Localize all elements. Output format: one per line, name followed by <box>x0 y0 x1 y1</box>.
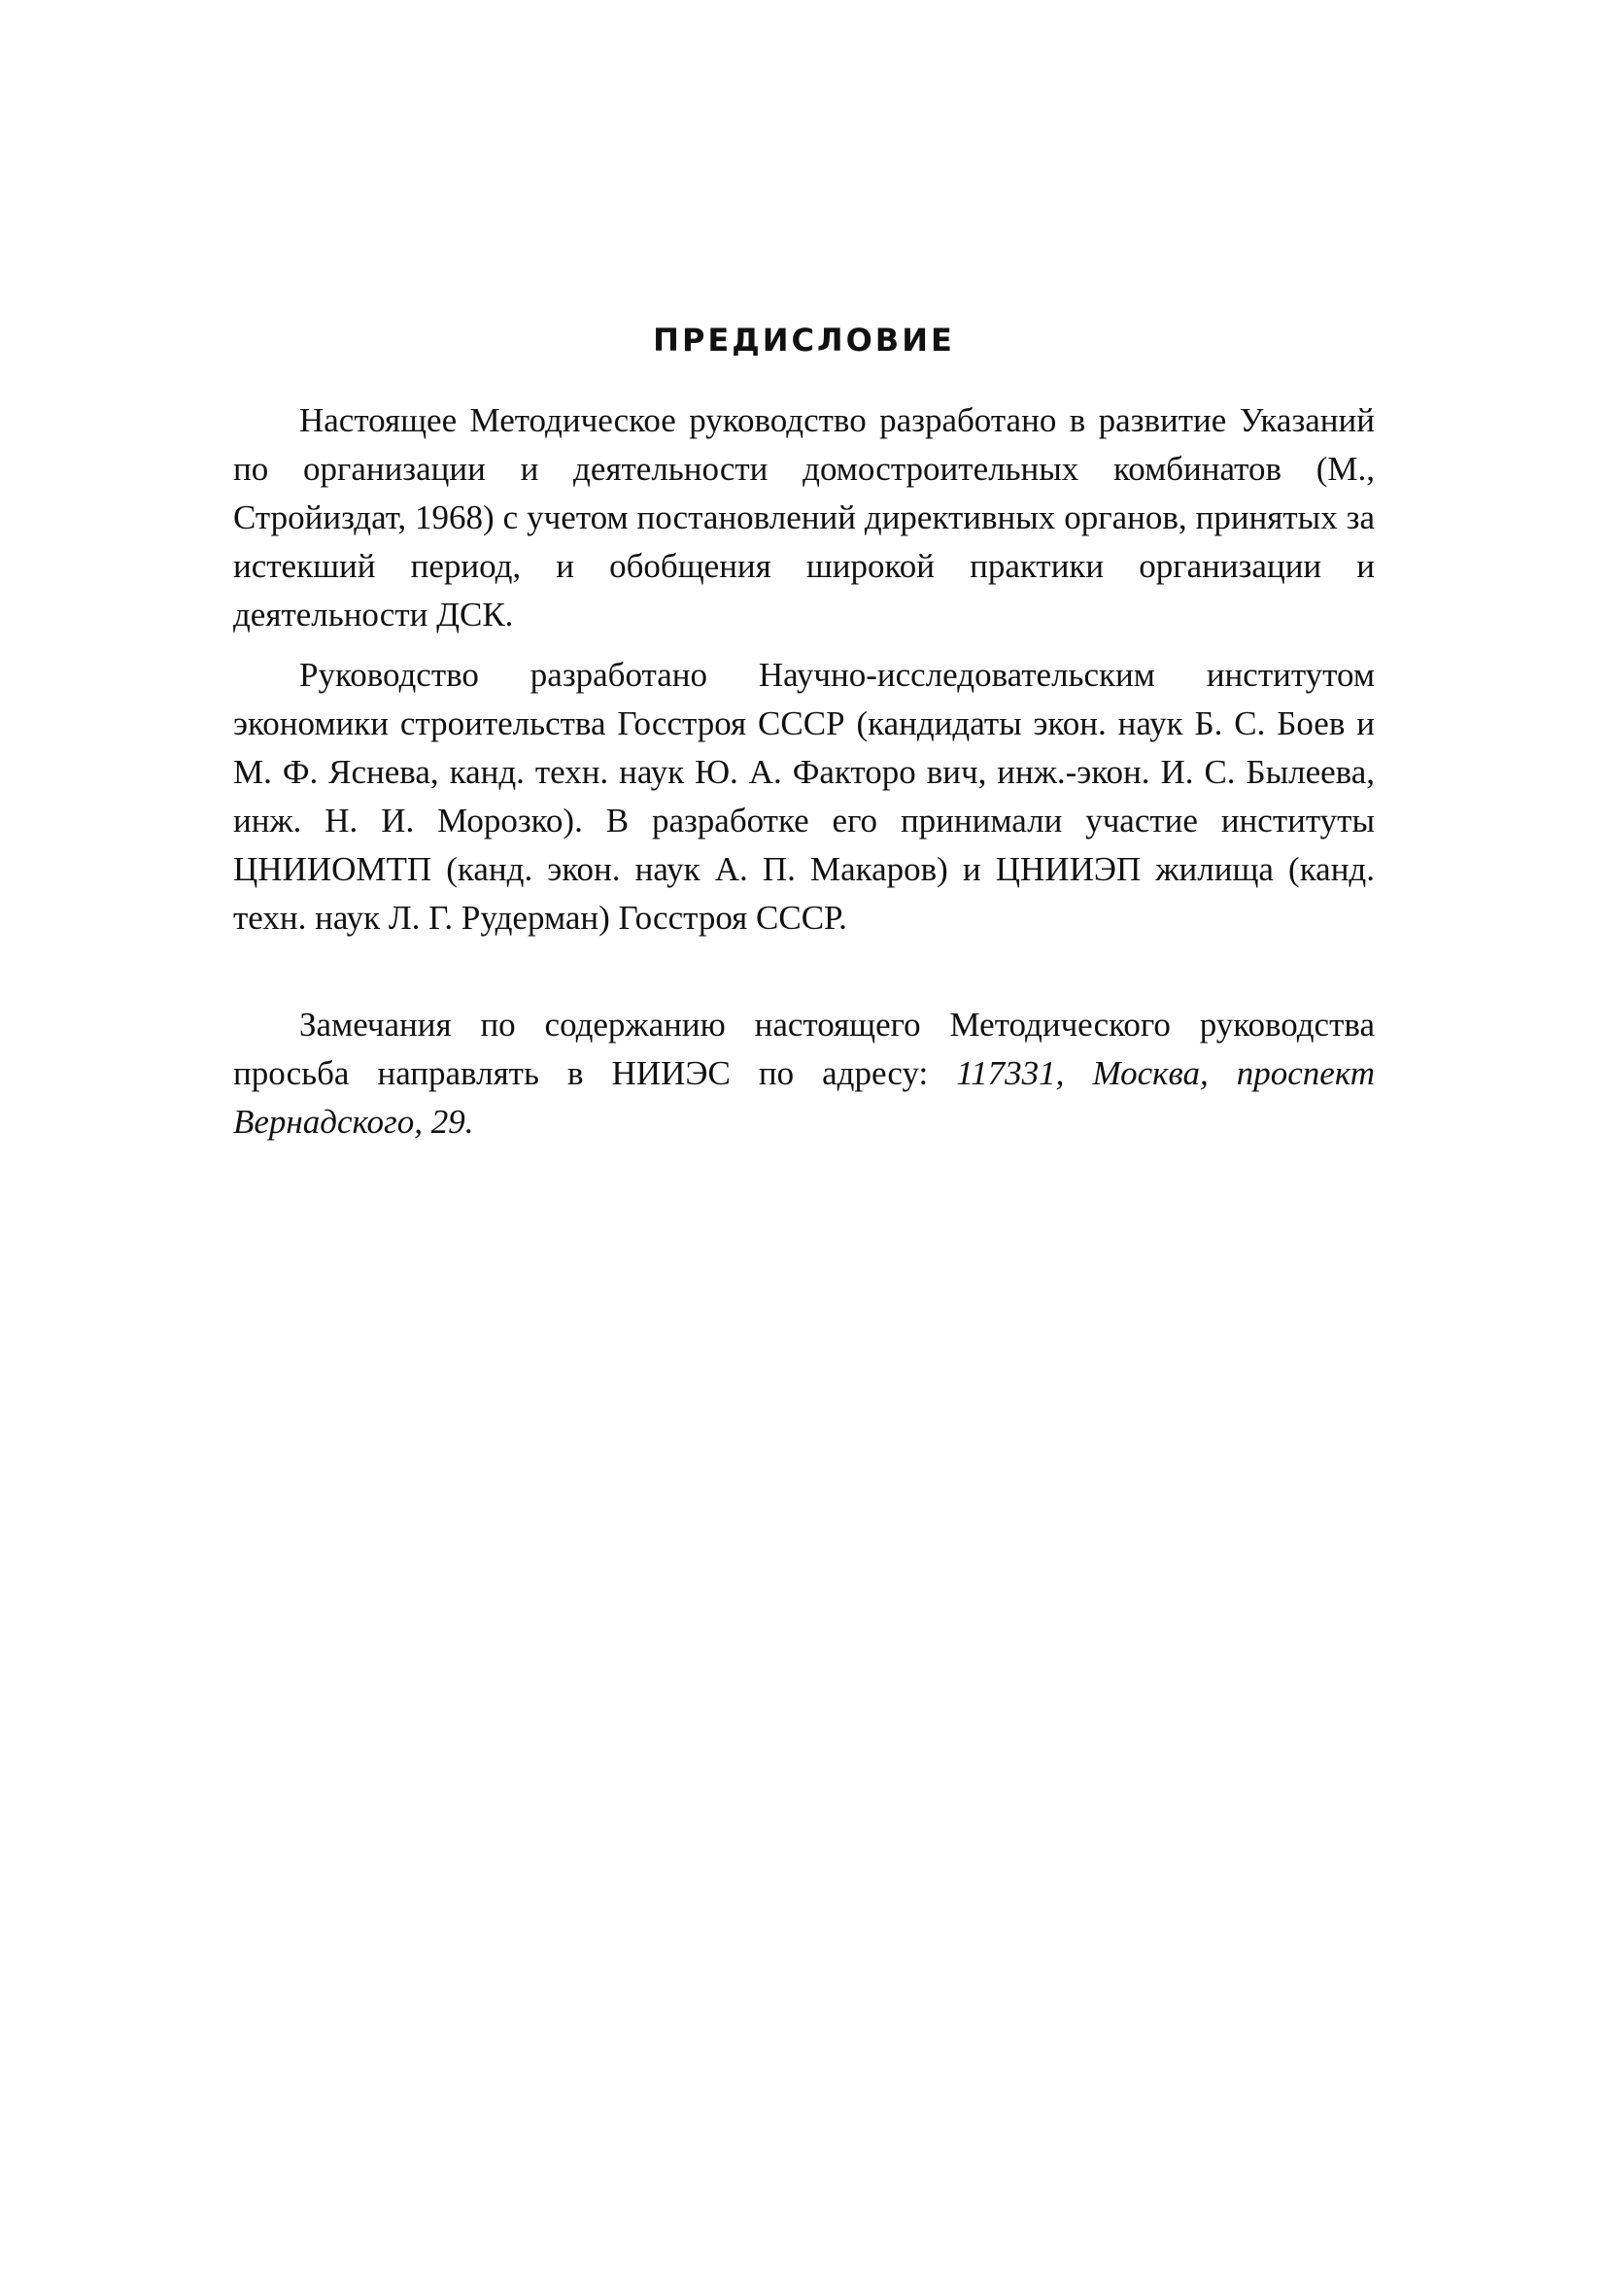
paragraph-authors: Руководство разработано Научно-исследовательским институтом экономики строительства Госстроя СССР (кандидаты экон. наук Б. С. Боев и М. Ф. Яснева, канд. техн. наук Ю. А. Факторо вич, инж.-экон. И. С. Былеева, инж. Н. И. Морозко). В разработке его принимали участие институты ЦНИИОМТП (канд. экон. наук А. П. Макаров) и ЦНИИЭП жилища (канд. техн. наук Л. Г. Рудерман) Госстроя СССР. <box>233 656 1375 937</box>
paragraph-feedback <box>233 1001 1375 1147</box>
page-title: ПРЕДИСЛОВИЕ <box>653 322 955 359</box>
paragraph-intro: Настоящее Методическое руководство разработано в развитие Указаний по организации и деятельности домостроительных комбинатов (М., Стройиздат, 1968) с учетом постановлений директивных органов, принятых за истекший период, и обобщения широкой практики организации и деятельности ДСК. <box>233 401 1375 634</box>
feedback-address: 117331, Москва, проспект Вернадского, 29. <box>233 1054 1376 1141</box>
feedback-text: Замечания по содержанию настоящего Методического руководства просьба направлять в НИИЭС по адресу: <box>233 1006 1375 1092</box>
text-column <box>233 321 1375 1147</box>
